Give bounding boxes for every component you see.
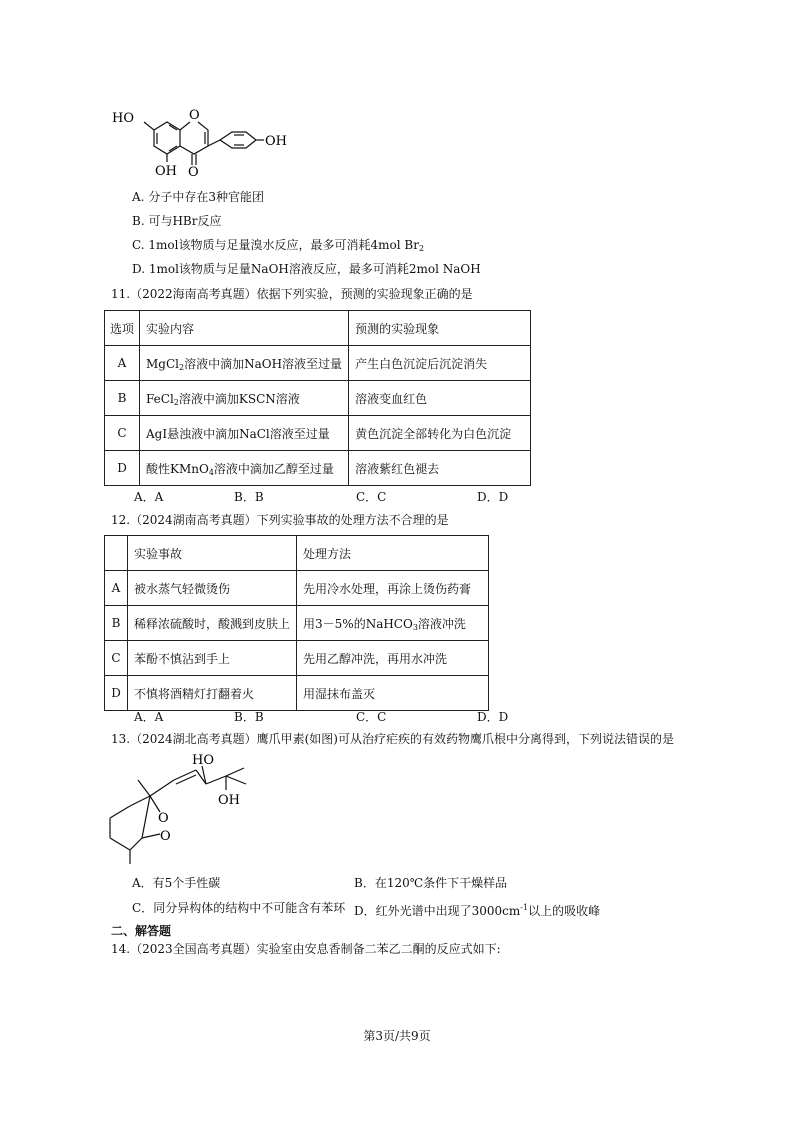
method-text: 先用冷水处理，再涂上烫伤药膏 — [303, 581, 472, 596]
method-text: 先用乙醇冲洗，再用水冲洗 — [303, 651, 448, 666]
q10-option-c — [132, 237, 424, 257]
q13-o2: O — [160, 829, 171, 844]
q10-o-carbonyl: O — [188, 165, 199, 180]
option-superscript: -1 — [520, 903, 529, 912]
table-row — [105, 641, 489, 676]
answer-choice: D．D — [477, 710, 509, 724]
content-text: 酸性KMnO — [146, 461, 209, 476]
q13-molecule-diagram — [100, 750, 260, 868]
q10-o-ring: O — [189, 108, 200, 123]
row-method — [297, 641, 489, 676]
q10-oh-right: OH — [265, 134, 287, 149]
section-title: 二、解答题 — [111, 924, 172, 938]
row-method — [297, 571, 489, 606]
option-letter: D. — [132, 262, 146, 276]
q13-oh-right: OH — [218, 793, 240, 808]
content-text: 溶液中滴加NaOH溶液至过量 — [184, 356, 343, 371]
content-text: 溶液中滴加KSCN溶液 — [178, 391, 300, 406]
option-letter: A． — [132, 876, 153, 890]
q10-ho-left: HO — [112, 111, 134, 126]
row-key: B — [105, 606, 128, 641]
table-header-cell — [105, 536, 128, 571]
row-content — [140, 381, 349, 416]
content-subscript: 2 — [179, 362, 185, 372]
q10-option-d — [132, 261, 481, 277]
row-key: D — [105, 451, 140, 486]
table-row — [105, 346, 531, 381]
method-subscript: 3 — [412, 622, 418, 632]
answer-choice: B．B — [234, 490, 264, 504]
table-header-cell: 实验内容 — [140, 311, 349, 346]
q13-option-c — [132, 900, 345, 916]
row-key: A — [105, 571, 128, 606]
row-result: 溶液变血红色 — [349, 381, 531, 416]
option-letter: D． — [354, 904, 376, 918]
table-header-cell: 选项 — [105, 311, 140, 346]
option-text: 以上的吸收峰 — [528, 904, 601, 918]
q10-option-b — [132, 213, 222, 229]
q11-stem: 11.（2022海南高考真题）依据下列实验，预测的实验现象正确的是 — [111, 287, 473, 301]
table-header-row — [105, 536, 489, 571]
q13-ho-top: HO — [192, 753, 214, 768]
option-text: 在120℃条件下干燥样品 — [374, 876, 508, 890]
method-text: 用3－5%的NaHCO — [303, 616, 413, 631]
row-content — [140, 416, 349, 451]
table-header-row — [105, 311, 531, 346]
option-text: 分子中存在3种官能团 — [148, 190, 264, 204]
row-result: 产生白色沉淀后沉淀消失 — [349, 346, 531, 381]
content-text: FeCl — [146, 391, 174, 406]
q13-option-d — [354, 900, 600, 919]
row-key: D — [105, 676, 128, 711]
option-text: 可与HBr反应 — [148, 214, 222, 228]
q10-molecule-diagram — [110, 100, 300, 182]
row-method — [297, 606, 489, 641]
option-letter: B． — [354, 876, 375, 890]
option-text: 红外光谱中出现了3000cm — [375, 904, 521, 918]
q13-option-a — [132, 875, 220, 891]
q12-stem: 12.（2024湖南高考真题）下列实验事故的处理方法不合理的是 — [111, 513, 449, 527]
row-event: 不慎将酒精灯打翻着火 — [128, 676, 297, 711]
row-content — [140, 346, 349, 381]
row-key: B — [105, 381, 140, 416]
q12-table — [104, 535, 489, 711]
q10-oh-bottom: OH — [155, 164, 177, 179]
row-key: A — [105, 346, 140, 381]
answer-choice: A．A — [134, 710, 164, 724]
table-header-cell: 处理方法 — [297, 536, 489, 571]
q13-o1: O — [158, 811, 169, 826]
row-content — [140, 451, 349, 486]
content-subscript: 2 — [173, 397, 179, 407]
option-text: 有5个手性碳 — [152, 876, 221, 890]
table-row — [105, 571, 489, 606]
row-event: 苯酚不慎沾到手上 — [128, 641, 297, 676]
table-header-cell: 预测的实验现象 — [349, 311, 531, 346]
content-text: 溶液中滴加乙醇至过量 — [213, 461, 334, 476]
answer-choice: D．D — [477, 490, 509, 504]
option-letter: B. — [132, 214, 145, 228]
content-subscript: 4 — [208, 467, 214, 477]
row-event: 被水蒸气轻微烫伤 — [128, 571, 297, 606]
page-number: 第3页/共9页 — [363, 1029, 431, 1043]
option-text: 同分异构体的结构中不可能含有苯环 — [153, 901, 346, 915]
table-row — [105, 606, 489, 641]
answer-choice: C．C — [356, 710, 387, 724]
q10-option-a — [132, 189, 264, 205]
table-header-cell: 实验事故 — [128, 536, 297, 571]
row-result: 溶液紫红色褪去 — [349, 451, 531, 486]
row-key: C — [105, 641, 128, 676]
method-text: 用湿抹布盖灭 — [303, 686, 376, 701]
answer-choice: A．A — [134, 490, 164, 504]
q11-table — [104, 310, 531, 486]
option-letter: A. — [132, 190, 145, 204]
row-key: C — [105, 416, 140, 451]
q13-stem: 13.（2024湖北高考真题）鹰爪甲素(如图)可从治疗疟疾的有效药物鹰爪根中分离得到，下列说法错误的是 — [111, 732, 674, 746]
answer-choice: C．C — [356, 490, 387, 504]
method-text: 溶液冲洗 — [417, 616, 466, 631]
row-event: 稀释浓硫酸时，酸溅到皮肤上 — [128, 606, 297, 641]
content-text: AgI悬浊液中滴加NaCl溶液至过量 — [146, 426, 330, 441]
table-row — [105, 381, 531, 416]
option-letter: C. — [132, 238, 145, 252]
answer-choice: B．B — [234, 710, 264, 724]
option-letter: C． — [132, 901, 154, 915]
row-result: 黄色沉淀全部转化为白色沉淀 — [349, 416, 531, 451]
table-row — [105, 416, 531, 451]
row-method — [297, 676, 489, 711]
option-text: 1mol该物质与足量溴水反应，最多可消耗4mol Br — [148, 238, 419, 252]
option-text: 1mol该物质与足量NaOH溶液反应，最多可消耗2mol NaOH — [148, 262, 481, 276]
content-text: MgCl — [146, 356, 179, 371]
q13-option-b — [354, 875, 507, 891]
table-row — [105, 451, 531, 486]
q14-stem: 14.（2023全国高考真题）实验室由安息香制备二苯乙二酮的反应式如下: — [111, 942, 501, 956]
table-row — [105, 676, 489, 711]
option-subscript: 2 — [418, 244, 425, 253]
